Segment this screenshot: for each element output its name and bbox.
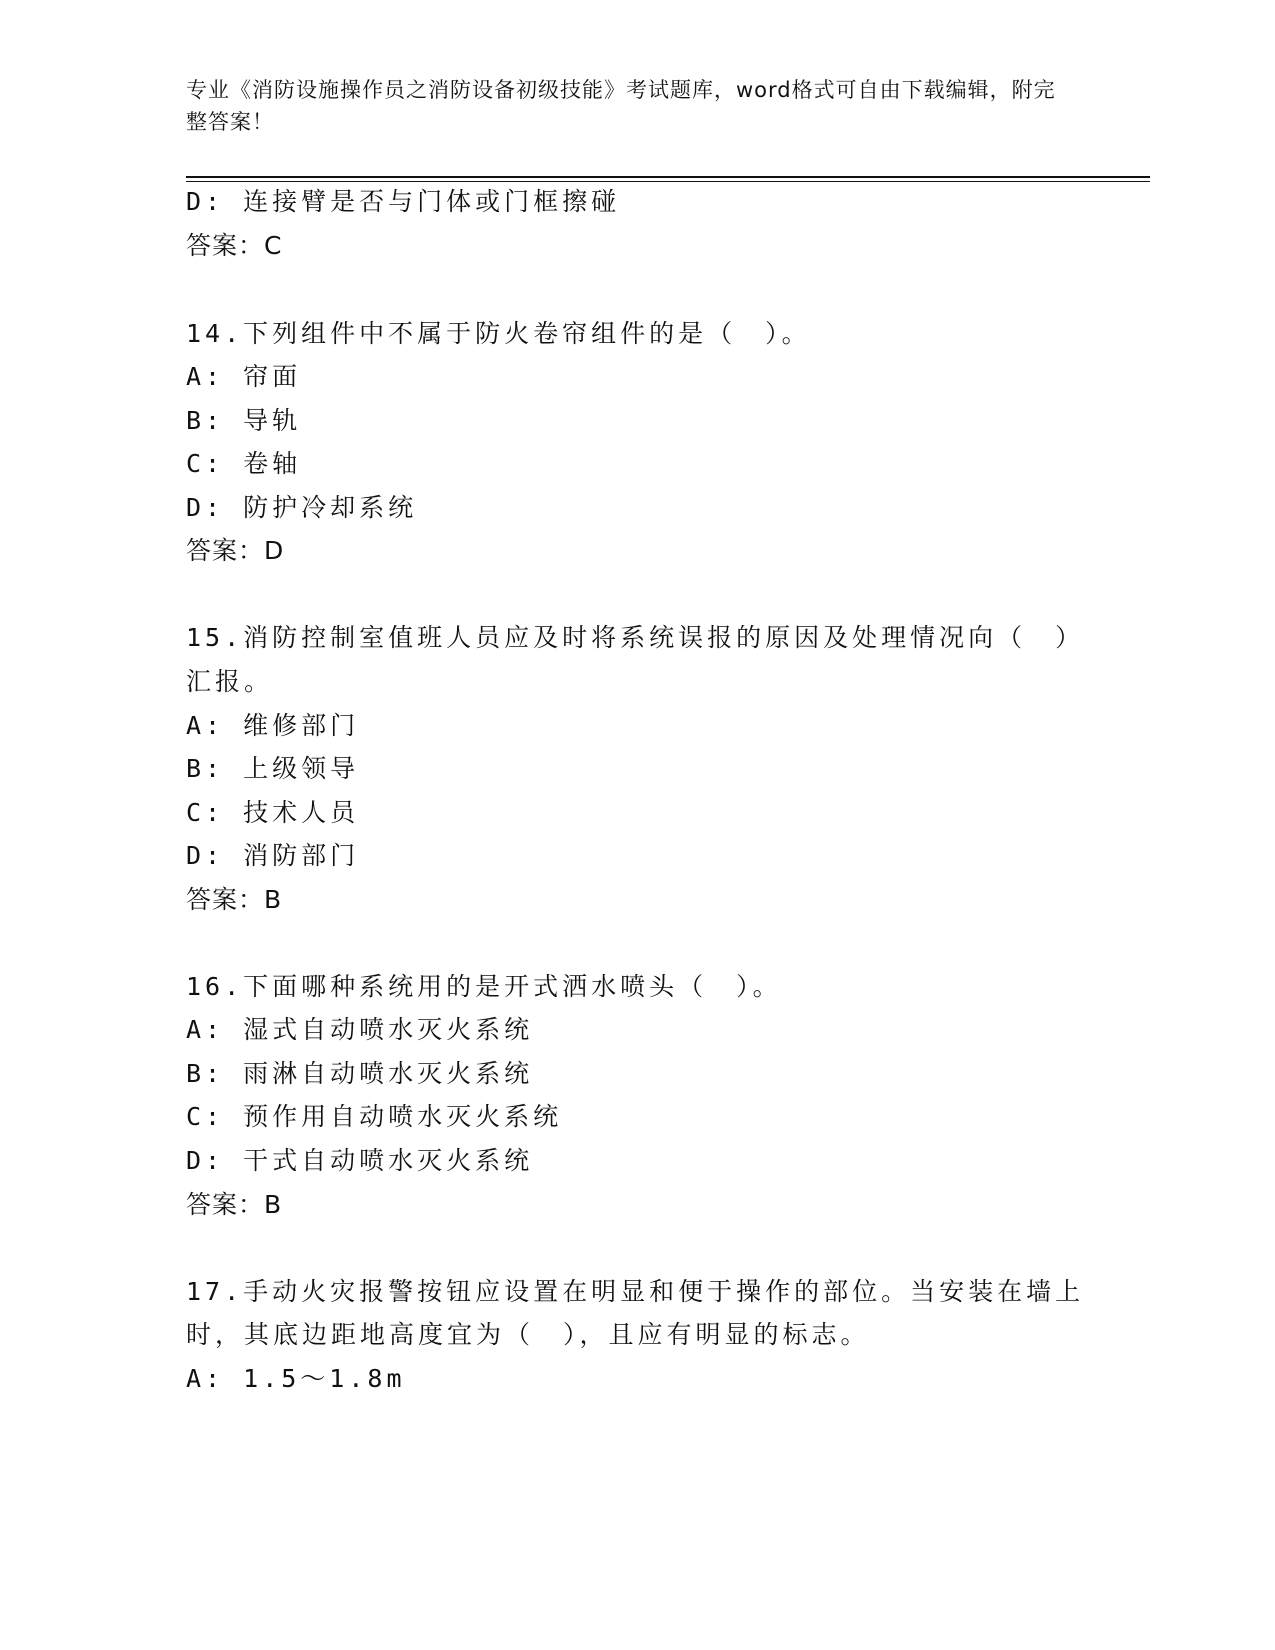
question-15-answer: 答案：B — [186, 885, 283, 914]
question-14-option-c: C: 卷轴 — [186, 449, 302, 478]
question-16-option-d: D: 干式自动喷水灭火系统 — [186, 1146, 534, 1175]
document-header: 专业《消防设施操作员之消防设备初级技能》考试题库，word格式可自由下载编辑，附完整答案！ — [186, 78, 1056, 134]
question-16-answer: 答案：B — [186, 1190, 283, 1219]
question-17-stem-line-1: 17.手动火灾报警按钮应设置在明显和便于操作的部位。当安装在墙上 — [186, 1277, 1085, 1306]
question-14-option-d: D: 防护冷却系统 — [186, 493, 418, 522]
question-15-stem-line-2: 汇报。 — [186, 667, 274, 696]
question-16-option-a: A: 湿式自动喷水灭火系统 — [186, 1015, 534, 1044]
question-14-option-a: A: 帘面 — [186, 362, 302, 391]
question-15-stem-line-1: 15.消防控制室值班人员应及时将系统误报的原因及处理情况向（ ） — [186, 623, 1085, 652]
prev-question-answer: 答案：C — [186, 231, 283, 260]
question-14-answer: 答案：D — [186, 536, 285, 565]
question-14-stem: 14.下列组件中不属于防火卷帘组件的是（ ）。 — [186, 319, 811, 348]
header-rule-thin — [186, 181, 1150, 182]
question-17-stem-line-2: 时，其底边距地高度宜为（ ），且应有明显的标志。 — [186, 1320, 870, 1349]
question-15-option-c: C: 技术人员 — [186, 798, 360, 827]
question-14-option-b: B: 导轨 — [186, 406, 302, 435]
question-15-option-a: A: 维修部门 — [186, 711, 360, 740]
question-15-option-b: B: 上级领导 — [186, 754, 360, 783]
prev-question-option-d: D: 连接臂是否与门体或门框擦碰 — [186, 187, 621, 216]
question-17-option-a: A: 1.5～1.8m — [186, 1364, 406, 1393]
question-15-option-d: D: 消防部门 — [186, 841, 360, 870]
header-rule-thick — [186, 176, 1150, 178]
question-16-stem: 16.下面哪种系统用的是开式洒水喷头（ ）。 — [186, 972, 782, 1001]
question-16-option-c: C: 预作用自动喷水灭火系统 — [186, 1102, 563, 1131]
question-16-option-b: B: 雨淋自动喷水灭火系统 — [186, 1059, 534, 1088]
